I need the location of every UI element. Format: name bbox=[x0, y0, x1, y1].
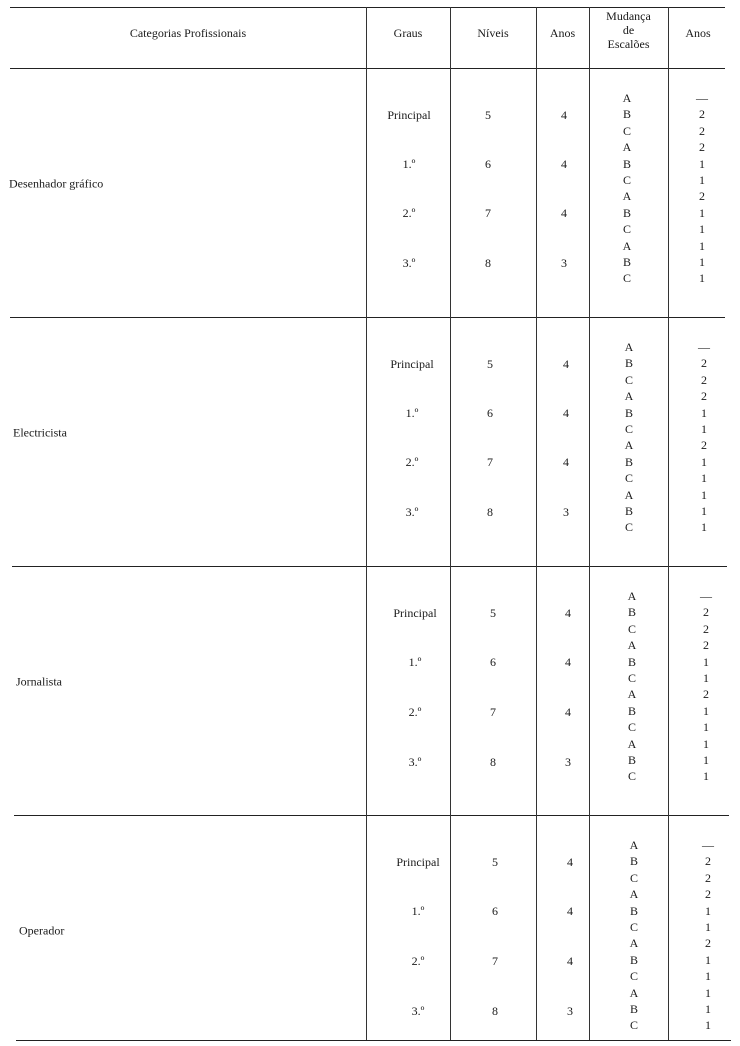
anos-escalao-item: — bbox=[702, 838, 714, 852]
nivel-cell: 5 bbox=[485, 108, 491, 122]
anos-escalao-list bbox=[693, 837, 723, 1034]
escalao-item: B bbox=[629, 854, 638, 869]
anos-escalao-item: 1 bbox=[701, 421, 707, 436]
anos-escalao-item: 1 bbox=[699, 271, 705, 286]
header-mudanca-escaloes bbox=[589, 9, 668, 51]
grau-cell: Principal bbox=[396, 855, 440, 869]
anos-escalao-item: 2 bbox=[699, 189, 705, 204]
header-bottom-rule bbox=[10, 68, 725, 69]
escalao-item: B bbox=[624, 503, 633, 518]
anos-escalao-item: 1 bbox=[703, 769, 709, 784]
anos-cell: 4 bbox=[565, 606, 571, 620]
anos-escalao-item: — bbox=[696, 91, 708, 105]
anos-escalao-item: — bbox=[698, 340, 710, 354]
header-categorias: Categorias Profissionais bbox=[129, 26, 247, 40]
section-rule bbox=[10, 317, 725, 318]
anos-escalao-item: 2 bbox=[701, 438, 707, 453]
anos-cell: 4 bbox=[567, 904, 573, 918]
column-divider bbox=[589, 7, 590, 1040]
escalao-item: C bbox=[622, 222, 631, 237]
escalao-item: A bbox=[627, 736, 637, 751]
anos-escalao-item: 2 bbox=[701, 372, 707, 387]
grau-cell: 1.º bbox=[411, 904, 425, 918]
grau-cell: 2.º bbox=[402, 206, 416, 220]
escalao-item: C bbox=[629, 1018, 638, 1033]
escalao-item: B bbox=[622, 205, 631, 220]
anos-cell: 4 bbox=[565, 655, 571, 669]
anos-escalao-item: 1 bbox=[699, 254, 705, 269]
anos-cell: 3 bbox=[561, 256, 567, 270]
anos-cell: 4 bbox=[561, 108, 567, 122]
category-name: Jornalista bbox=[16, 674, 62, 689]
nivel-cell: 6 bbox=[485, 157, 491, 171]
anos-escalao-item: 1 bbox=[699, 222, 705, 237]
escalao-item: A bbox=[627, 687, 637, 702]
grau-cell: 3.º bbox=[405, 505, 419, 519]
column-divider bbox=[536, 7, 537, 1040]
anos-escalao-item: 2 bbox=[699, 140, 705, 155]
escalao-item: B bbox=[624, 454, 633, 469]
grau-cell: Principal bbox=[387, 108, 431, 122]
grau-cell: 2.º bbox=[405, 455, 419, 469]
escaloes-list bbox=[619, 837, 649, 1034]
escalao-item: A bbox=[622, 189, 632, 204]
anos-escalao-item: 2 bbox=[703, 687, 709, 702]
anos-cell: 4 bbox=[565, 705, 571, 719]
section-rule bbox=[14, 815, 729, 816]
anos-escalao-item: 1 bbox=[703, 654, 709, 669]
grau-cell: Principal bbox=[390, 357, 434, 371]
escalao-item: C bbox=[624, 372, 633, 387]
anos-escalao-item: 1 bbox=[705, 1018, 711, 1033]
anos-escalao-item: 1 bbox=[701, 520, 707, 535]
nivel-cell: 5 bbox=[492, 855, 498, 869]
anos-cell: 3 bbox=[567, 1004, 573, 1018]
column-divider bbox=[450, 7, 451, 1040]
anos-escalao-item: 2 bbox=[699, 123, 705, 138]
header-niveis: Níveis bbox=[477, 26, 509, 40]
grau-cell: 1.º bbox=[405, 406, 419, 420]
escalao-item: A bbox=[622, 238, 632, 253]
nivel-cell: 8 bbox=[492, 1004, 498, 1018]
anos-escalao-item: 1 bbox=[701, 454, 707, 469]
anos-escalao-item: 2 bbox=[699, 107, 705, 122]
anos-escalao-item: 1 bbox=[703, 736, 709, 751]
escalao-item: A bbox=[622, 140, 632, 155]
anos-cell: 3 bbox=[565, 755, 571, 769]
escalao-item: C bbox=[629, 919, 638, 934]
escalao-item: A bbox=[627, 589, 637, 603]
anos-escalao-item: 1 bbox=[701, 503, 707, 518]
anos-cell: 3 bbox=[563, 505, 569, 519]
anos-escalao-item: 2 bbox=[703, 638, 709, 653]
anos-cell: 4 bbox=[563, 406, 569, 420]
anos-escalao-item: 1 bbox=[703, 703, 709, 718]
escalao-item: B bbox=[629, 903, 638, 918]
escalao-item: C bbox=[627, 670, 636, 685]
anos-escalao-item: 1 bbox=[701, 487, 707, 502]
grau-cell: 1.º bbox=[402, 157, 416, 171]
header-mudanca-line: Mudança bbox=[606, 9, 651, 23]
grau-cell: 2.º bbox=[411, 954, 425, 968]
escalao-item: C bbox=[629, 870, 638, 885]
anos-escalao-item: 1 bbox=[699, 156, 705, 171]
escalao-item: B bbox=[622, 254, 631, 269]
category-name: Operador bbox=[19, 923, 65, 938]
anos-escalao-item: 1 bbox=[705, 952, 711, 967]
anos-escalao-item: 1 bbox=[701, 471, 707, 486]
anos-escalao-item: 2 bbox=[703, 621, 709, 636]
anos-escalao-item: 1 bbox=[701, 405, 707, 420]
anos-cell: 4 bbox=[567, 954, 573, 968]
escalao-item: B bbox=[622, 107, 631, 122]
nivel-cell: 8 bbox=[485, 256, 491, 270]
header-graus: Graus bbox=[393, 26, 423, 40]
escalao-item: A bbox=[629, 985, 639, 1000]
anos-escalao-item: 1 bbox=[699, 172, 705, 187]
anos-escalao-item: 1 bbox=[705, 985, 711, 1000]
nivel-cell: 7 bbox=[490, 705, 496, 719]
anos-escalao-item: 2 bbox=[701, 356, 707, 371]
anos-cell: 4 bbox=[561, 206, 567, 220]
escalao-item: C bbox=[622, 123, 631, 138]
anos-escalao-item: 2 bbox=[705, 887, 711, 902]
anos-escalao-item: 1 bbox=[703, 670, 709, 685]
escalao-item: B bbox=[627, 605, 636, 620]
grau-cell: Principal bbox=[393, 606, 437, 620]
anos-escalao-list bbox=[689, 339, 719, 536]
anos-cell: 4 bbox=[567, 855, 573, 869]
nivel-cell: 5 bbox=[490, 606, 496, 620]
anos-escalao-item: 1 bbox=[705, 1001, 711, 1016]
grau-cell: 1.º bbox=[408, 655, 422, 669]
grau-cell: 3.º bbox=[402, 256, 416, 270]
escalao-item: B bbox=[622, 156, 631, 171]
anos-escalao-item: 1 bbox=[705, 919, 711, 934]
nivel-cell: 7 bbox=[492, 954, 498, 968]
anos-escalao-item: 1 bbox=[703, 752, 709, 767]
anos-escalao-item: 1 bbox=[703, 720, 709, 735]
anos-escalao-item: 2 bbox=[705, 936, 711, 951]
escalao-item: C bbox=[627, 769, 636, 784]
escalao-item: A bbox=[629, 838, 639, 852]
escalao-item: A bbox=[629, 936, 639, 951]
table-bottom-rule bbox=[16, 1040, 731, 1041]
escaloes-list bbox=[617, 588, 647, 785]
anos-escalao-item: 1 bbox=[705, 903, 711, 918]
escalao-item: B bbox=[627, 703, 636, 718]
escaloes-list bbox=[612, 90, 642, 287]
anos-escalao-item: — bbox=[700, 589, 712, 603]
anos-escalao-item: 2 bbox=[705, 854, 711, 869]
category-name: Electricista bbox=[13, 425, 67, 440]
header-mudanca-line: Escalões bbox=[607, 37, 650, 51]
escalao-item: A bbox=[624, 487, 634, 502]
escaloes-list bbox=[614, 339, 644, 536]
column-divider bbox=[366, 7, 367, 1040]
nivel-cell: 8 bbox=[490, 755, 496, 769]
header-mudanca-line: de bbox=[622, 23, 635, 37]
anos-cell: 4 bbox=[563, 357, 569, 371]
anos-cell: 4 bbox=[561, 157, 567, 171]
escalao-item: C bbox=[627, 720, 636, 735]
column-divider bbox=[668, 7, 669, 1040]
header-anos-escalao: Anos bbox=[685, 26, 711, 40]
grau-cell: 2.º bbox=[408, 705, 422, 719]
nivel-cell: 6 bbox=[490, 655, 496, 669]
escalao-item: B bbox=[627, 752, 636, 767]
escalao-item: C bbox=[624, 471, 633, 486]
anos-escalao-list bbox=[691, 588, 721, 785]
nivel-cell: 7 bbox=[485, 206, 491, 220]
nivel-cell: 7 bbox=[487, 455, 493, 469]
escalao-item: C bbox=[622, 172, 631, 187]
escalao-item: A bbox=[629, 887, 639, 902]
escalao-item: C bbox=[622, 271, 631, 286]
nivel-cell: 5 bbox=[487, 357, 493, 371]
table-top-rule bbox=[10, 7, 725, 8]
header-anos: Anos bbox=[549, 26, 576, 40]
escalao-item: A bbox=[624, 389, 634, 404]
anos-escalao-item: 2 bbox=[705, 870, 711, 885]
anos-escalao-item: 2 bbox=[703, 605, 709, 620]
anos-escalao-item: 2 bbox=[701, 389, 707, 404]
section-rule bbox=[12, 566, 727, 567]
escalao-item: C bbox=[629, 969, 638, 984]
escalao-item: C bbox=[624, 421, 633, 436]
grau-cell: 3.º bbox=[408, 755, 422, 769]
nivel-cell: 6 bbox=[487, 406, 493, 420]
anos-escalao-list bbox=[687, 90, 717, 287]
escalao-item: B bbox=[624, 405, 633, 420]
nivel-cell: 8 bbox=[487, 505, 493, 519]
nivel-cell: 6 bbox=[492, 904, 498, 918]
escalao-item: A bbox=[624, 438, 634, 453]
escalao-item: A bbox=[624, 340, 634, 354]
escalao-item: B bbox=[624, 356, 633, 371]
anos-cell: 4 bbox=[563, 455, 569, 469]
anos-escalao-item: 1 bbox=[705, 969, 711, 984]
anos-escalao-item: 1 bbox=[699, 205, 705, 220]
escalao-item: A bbox=[622, 91, 632, 105]
escalao-item: B bbox=[629, 1001, 638, 1016]
escalao-item: C bbox=[624, 520, 633, 535]
grau-cell: 3.º bbox=[411, 1004, 425, 1018]
category-name: Desenhador gráfico bbox=[9, 176, 104, 191]
escalao-item: B bbox=[627, 654, 636, 669]
escalao-item: C bbox=[627, 621, 636, 636]
escalao-item: A bbox=[627, 638, 637, 653]
escalao-item: B bbox=[629, 952, 638, 967]
anos-escalao-item: 1 bbox=[699, 238, 705, 253]
